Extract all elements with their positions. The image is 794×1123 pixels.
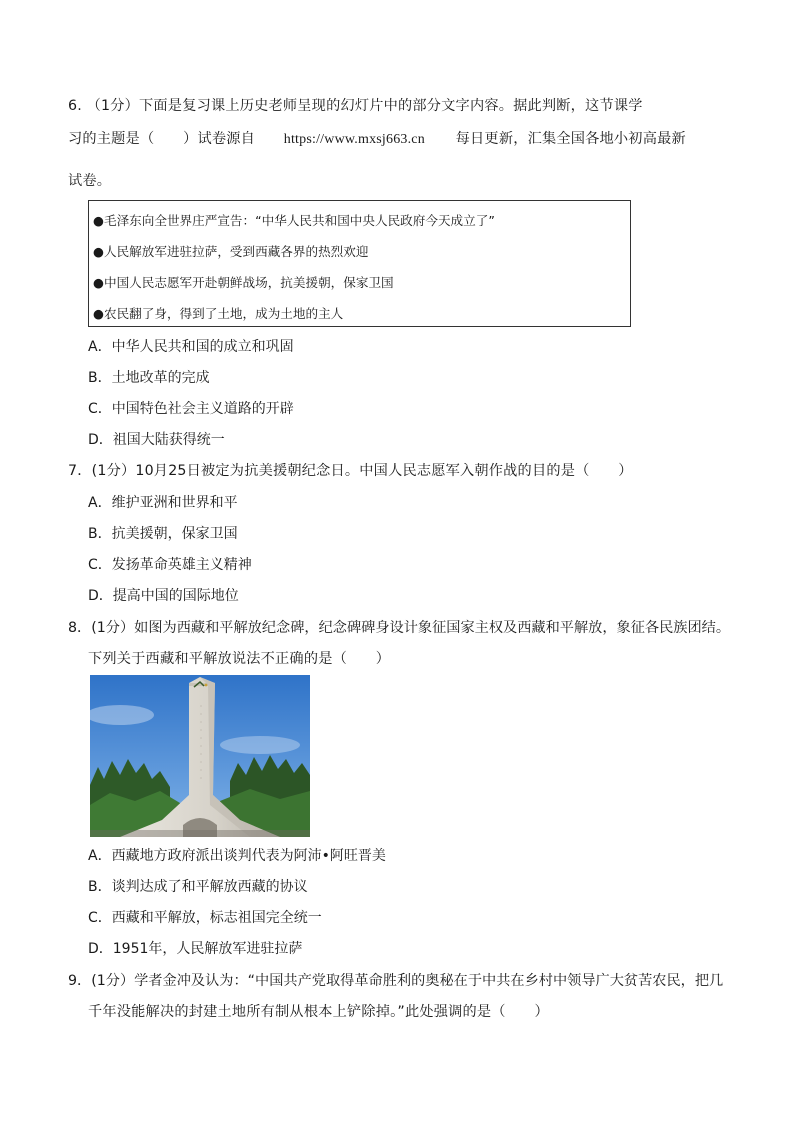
- q6-stem-line2-tail: 每日更新，汇集全国各地小初高最新: [455, 131, 686, 147]
- q7-option-c: C．发扬革命英雄主义精神: [88, 557, 252, 573]
- q6-option-d: D．祖国大陆获得统一: [88, 432, 225, 448]
- q7-option-a: A．维护亚洲和世界和平: [88, 495, 238, 511]
- q8-option-d: D．1951年，人民解放军进驻拉萨: [88, 941, 303, 957]
- q6-stem-line3: 试卷。: [68, 173, 112, 189]
- q6-option-b: B．土地改革的完成: [88, 370, 210, 386]
- q7-option-b: B．抗美援朝，保家卫国: [88, 526, 238, 542]
- tibet-liberation-monument-image: [90, 675, 310, 837]
- q7-option-d: D．提高中国的国际地位: [88, 588, 239, 604]
- q6-stem-line2: [68, 128, 686, 148]
- q8-stem-line1: 8．(1分）如图为西藏和平解放纪念碑，纪念碑碑身设计象征国家主权及西藏和平解放，象征各民族团结。: [68, 620, 731, 636]
- source-url: https://www.mxsj663.cn: [283, 132, 425, 147]
- q6-box-item: ●农民翻了身，得到了土地，成为土地的主人: [93, 306, 344, 321]
- q6-stem-line1: 6. （1分）下面是复习课上历史老师呈现的幻灯片中的部分文字内容。据此判断，这节课学: [68, 98, 643, 114]
- q6-option-c: C．中国特色社会主义道路的开辟: [88, 401, 294, 417]
- q6-box-item: ●中国人民志愿军开赴朝鲜战场，抗美援朝，保家卫国: [93, 275, 394, 290]
- q6-box-item: ●人民解放军进驻拉萨，受到西藏各界的热烈欢迎: [93, 244, 369, 259]
- monument-photo: [90, 675, 310, 837]
- q8-option-b: B．谈判达成了和平解放西藏的协议: [88, 879, 308, 895]
- q6-material-box: [88, 200, 631, 327]
- q8-option-a: A．西藏地方政府派出谈判代表为阿沛•阿旺晋美: [88, 848, 386, 864]
- q8-option-c: C．西藏和平解放，标志祖国完全统一: [88, 910, 322, 926]
- q6-stem-line2-text: 习的主题是（ ）试卷源自: [68, 131, 256, 147]
- q9-stem-line2: 千年没能解决的封建土地所有制从根本上铲除掉。”此处强调的是（ ）: [88, 1004, 549, 1020]
- q7-stem: 7．(1分）10月25日被定为抗美援朝纪念日。中国人民志愿军入朝作战的目的是（ ）: [68, 463, 633, 479]
- q6-box-item: ●毛泽东向全世界庄严宣告：“中华人民共和国中央人民政府今天成立了”: [93, 213, 495, 228]
- q9-stem-line1: 9．(1分）学者金冲及认为：“中国共产党取得革命胜利的奥秘在于中共在乡村中领导广大贫苦农民，把几: [68, 973, 724, 989]
- q8-stem-line2: 下列关于西藏和平解放说法不正确的是（ ）: [88, 651, 391, 667]
- q6-option-a: A．中华人民共和国的成立和巩固: [88, 339, 294, 355]
